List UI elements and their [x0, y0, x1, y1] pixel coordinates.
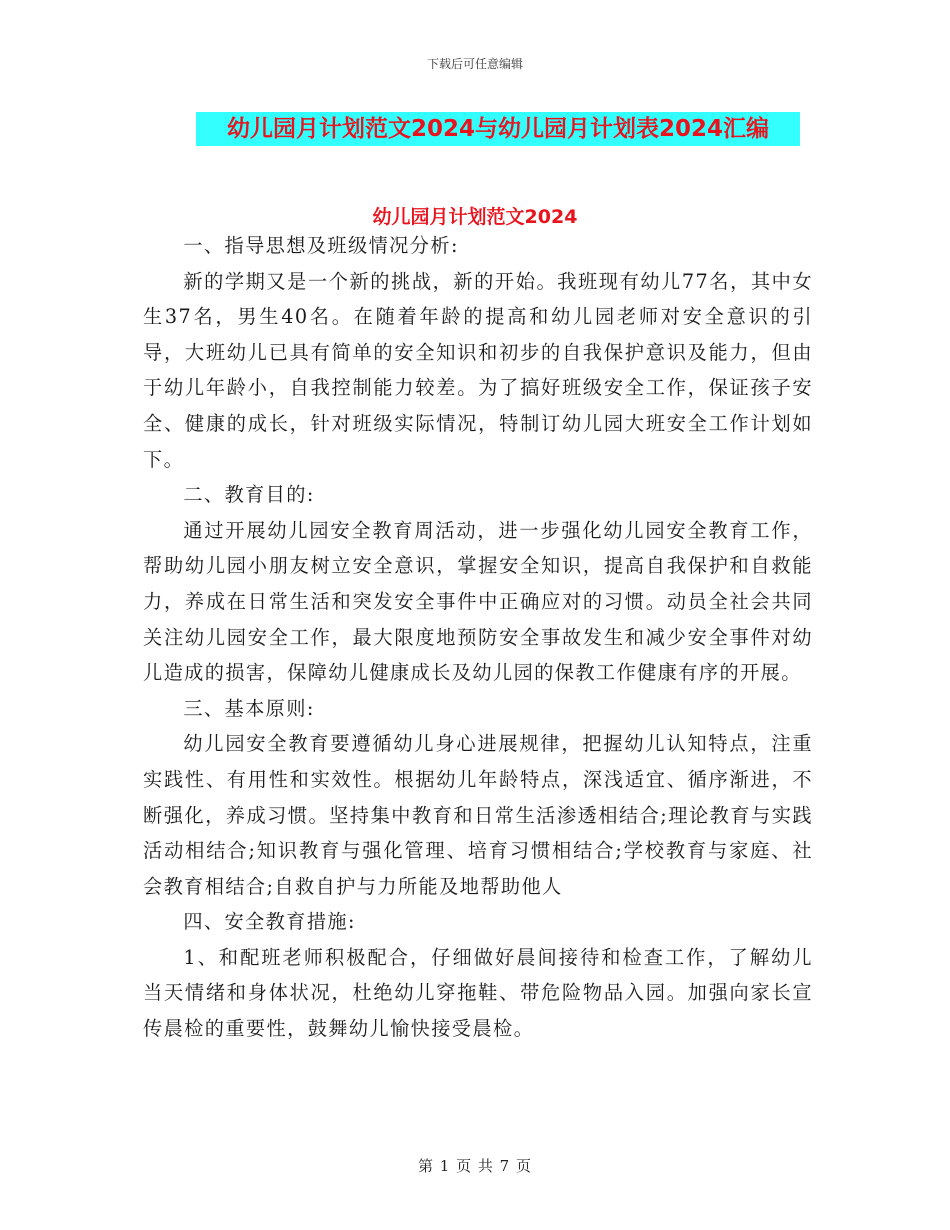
paragraph-safety-measure-1: 1、和配班老师积极配合，仔细做好晨间接待和检查工作，了解幼儿当天情绪和身体状况，杜绝幼儿穿拖鞋、带危险物品入园。加强向家长宣传晨检的重要性，鼓舞幼儿愉快接受晨检。 [143, 945, 813, 1041]
paragraph-basic-principles: 幼儿园安全教育要遵循幼儿身心进展规律，把握幼儿认知特点，注重实践性、有用性和实效性。根据幼儿年龄特点，深浅适宜、循序渐进，不断强化，养成习惯。坚持集中教育和日常生活渗透相结合;理论教育与实践活动相结合;知识教育与强化管理、培育习惯相结合;学校教育与家庭、社会教育相结合;自救自护与力所能及地帮助他人 [143, 732, 813, 898]
heading-safety-measures: 四、安全教育措施: [183, 910, 356, 934]
heading-basic-principles: 三、基本原则: [183, 696, 315, 720]
section-title: 幼儿园月计划范文2024 [372, 206, 578, 228]
paragraph-education-goals: 通过开展幼儿园安全教育周活动，进一步强化幼儿园安全教育工作，帮助幼儿园小朋友树立安全意识，掌握安全知识，提高自我保护和自救能力，养成在日常生活和突发安全事件中正确应对的习惯。动员全社会共同关注幼儿园安全工作，最大限度地预防安全事故发生和减少安全事件对幼儿造成的损害，保障幼儿健康成长及幼儿园的保教工作健康有序的开展。 [143, 518, 813, 685]
body-text [143, 228, 813, 1047]
page-indicator: 第 1 页 共 7 页 [418, 1157, 532, 1175]
document-title: 幼儿园月计划范文2024与幼儿园月计划表2024汇编 [196, 112, 800, 146]
heading-education-goals: 二、教育目的: [183, 483, 315, 507]
heading-guiding-ideas: 一、指导思想及班级情况分析: [183, 234, 459, 257]
header-note: 下载后可任意编辑 [426, 57, 523, 71]
paragraph-class-situation: 新的学期又是一个新的挑战，新的开始。我班现有幼儿77名，其中女生37名，男生40名。在随着年龄的提高和幼儿园老师对安全意识的引导，大班幼儿已具有简单的安全知识和初步的自我保护意识及能力，但由于幼儿年龄小，自我控制能力较差。为了搞好班级安全工作，保证孩子安全、健康的成长，针对班级实际情况，特制订幼儿园大班安全工作计划如下。 [143, 269, 813, 471]
